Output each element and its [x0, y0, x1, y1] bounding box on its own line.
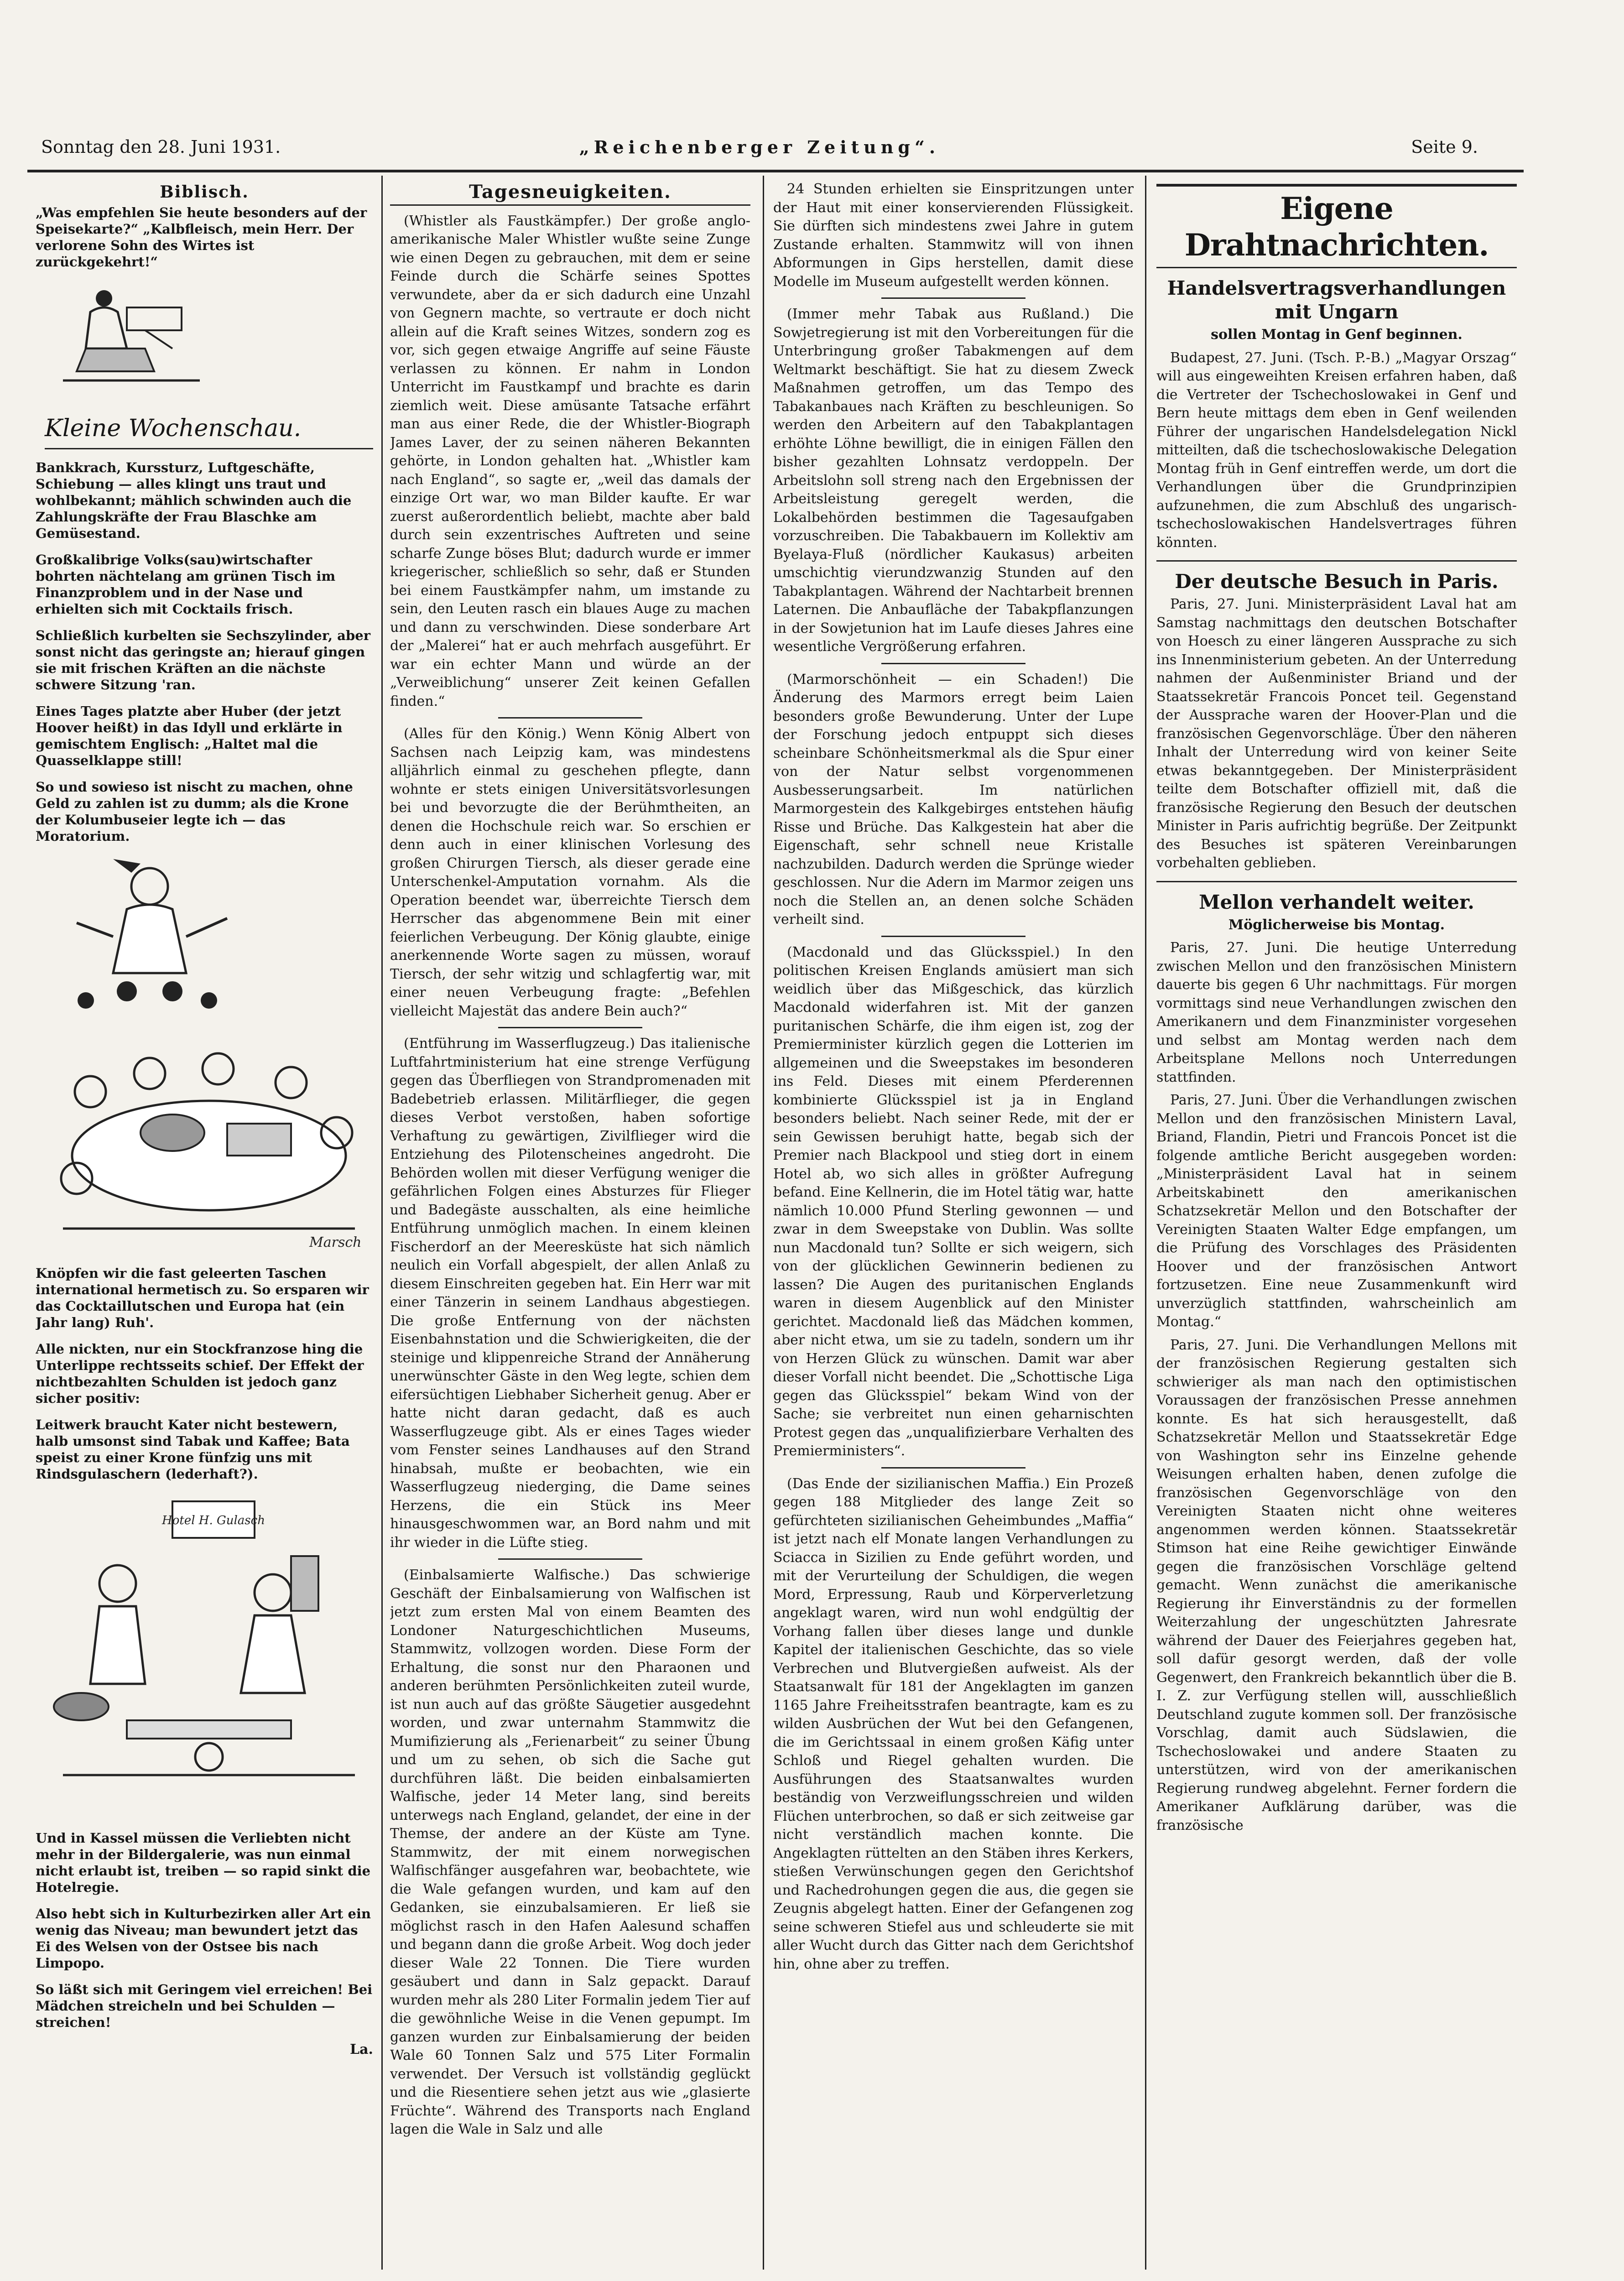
verse-10: Also hebt sich in Kulturbezirken aller Art ein wenig das Niveau; man bewundert jetzt das Ei des Welsen von der Ostsee bis nach Limpopo.: [36, 1906, 371, 1971]
column-humor: [36, 180, 373, 2270]
cartoon-conference-table: [36, 1028, 373, 1256]
separator: [498, 717, 642, 719]
cartoon-desk-figure: [36, 280, 373, 403]
story3-headline: Mellon verhandelt weiter.: [1199, 891, 1474, 913]
article-maffia: (Das Ende der sizilianischen Maffia.) Ein Prozeß gegen 188 Mitglieder des lange Zeit so gefürchteten sizilianischen Geheimbundes „Maffia“ ist jetzt nach elf Monate langen Verhandlungen zu Sciacca in Sizilien zu Ende geführt worden, und mit der Verurteilung der Schuldigen, die wegen Mord, Erpressung, Raub und Körperverletzung angeklagt waren, wird nun wohl endgültig der Vorhang fallen über dieses lange und dunkle Kapitel der italienischen Geschichte, das so viele Verbrechen und Blutvergießen aufweist. Als der Staatsanwalt für 181 der Angeklagten im ganzen 1165 Jahre Freiheitsstrafen beantragte, kam es zu wilden Ausbrüchen der Wut bei den Gefangenen, die im Gerichtssaal in einem großen Käfig unter Schloß und Riegel gehalten wurden. Die Ausführungen des Staatsanwaltes wurden beständig von Verzweiflungsschreien und wilden Flüchen unterbrochen, so daß er sich zeitweise gar nicht verständlich machen konnte. Die Angeklagten rüttelten an den Stäben ihres Kerkers, stießen Verwünschungen gegen den Gerichtshof und Rachedrohungen gegen die aus, die gegen sie Zeugnis abgelegt hatten. Einer der Gefangenen zog seine schweren Stiefel aus und schleuderte sie mit aller Wucht durch das Gitter nach dem Gerichtshof hin, ohne aber zu treffen.: [773, 1475, 1134, 1972]
page-header: [41, 137, 1478, 169]
column-drahtnachrichten: [1156, 180, 1517, 2270]
header-paper-name: „Reichenberger Zeitung“.: [579, 137, 940, 157]
header-page-number: Seite 9.: [1411, 137, 1478, 157]
poem-signature: La.: [350, 2041, 373, 2057]
cartoon-hoover-figure: [36, 854, 373, 1019]
story2-para1: Paris, 27. Juni. Ministerpräsident Laval hat am Samstag nachmittags den deutschen Botschafter von Hoesch zu einer längeren Aussprache zu sich ins Innenministerium gebeten. An der Unterredung nahmen der Außenminister Briand und der Staatssekretär Francois Poncet teil. Gegenstand der Aussprache waren der Hoover-Plan und die französischen Gegenvorschläge. Über den näheren Inhalt der Unterredung wird von keiner Seite etwas bekanntgegeben. Der Ministerpräsident teilte dem Botschafter offiziell mit, daß die französische Regierung den Besuch der deutschen Minister in Paris aufrichtig begrüße. Der Zeitpunkt des Besuches ist späteren Vereinbarungen vorbehalten geblieben.: [1156, 596, 1517, 871]
article-walfische: (Einbalsamierte Walfische.) Das schwierige Geschäft der Einbalsamierung von Walfischen ist jetzt zum ersten Mal von einem Beamten des Londoner Naturgeschichtlichen Museums, Stammwitz, vollzogen worden. Diese Form der Erhaltung, die sonst nur den Pharaonen und anderen berühmten Persönlichkeiten zuteil wurde, ist nun auch auf das größte Säugetier ausgedehnt worden, und zwar unternahm Stammwitz die Mumifizierung als „Ferienarbeit“ zu seiner Übung und um zu sehen, ob sich die Sache gut durchführen läßt. Die beiden einbalsamierten Walfische, jeder 14 Meter lang, sind bereits unterwegs nach England, gelandet, der eine in der Themse, der andere an der Küste am Tyne. Stammwitz, der mit einem norwegischen Walfischfänger ausgefahren war, beobachtete, wie die Wale gefangen wurden, und kam auf den Gedanken, sie einzubalsamieren. Er ließ sie möglichst rasch in den Hafen Aalesund schaffen und begann dann die große Arbeit. Wog doch jeder dieser Wale 22 Tonnen. Die Tiere wurden gesäubert und dann in Salz gepackt. Darauf wurden mehr als 280 Liter Formalin jedem Tier auf die gewöhnliche Weise in die Venen gepumpt. Im ganzen wurden zur Einbalsamierung der beiden Wale 60 Tonnen Salz und 575 Liter Formalin verwendet. Der Versuch ist vollständig geglückt und die Riesentiere sehen jetzt aus wie „glasierte Früchte“. Während des Transports nach England lagen die Wale in Salz und alle: [390, 1567, 750, 2137]
article-koenig: (Alles für den König.) Wenn König Albert von Sachsen nach Leipzig kam, was mindestens alljährlich einmal zu geschehen pflegte, dann wohnte er stets einigen Universitätsvorlesungen bei und bevorzugte die der Berühmtheiten, an denen die Hochschule reich war. So erschien er denn auch in einer klinischen Vorlesung des großen Chirurgen Tiersch, als dieser gerade eine Unterschenkel-Amputation vornahm. Als die Operation beendet war, überreichte Tiersch dem Herrscher das abgenommene Bein mit einer feierlichen Verbeugung. Der König glaubte, einige anerkennende Worte sagen zu müssen, worauf Tiersch, der sehr witzig und schlagfertig war, mit einer neuen Verbeugung fragte: „Befehlen vielleicht Majestät das andere Bein auch?“: [390, 726, 750, 1019]
verse-5: So und sowieso ist nischt zu machen, ohne Geld zu zahlen ist zu dumm; als die Krone der Kolumbuseier legte ich — das Moratorium.: [36, 779, 353, 844]
separator: [1156, 560, 1517, 562]
story1-sub: sollen Montag in Genf beginnen.: [1211, 327, 1463, 343]
column-divider-3: [1145, 176, 1146, 2270]
story3-para1: Paris, 27. Juni. Die heutige Unterredung zwischen Mellon und den französischen Ministern dauerte bis gegen 6 Uhr nachmittags. Für morgen vormittags sind neue Verhandlungen zwischen den Amerikanern und dem Finanzminister vorgesehen und selbst am Montag werden nach dem Arbeitsplane Mellons noch Unterredungen stattfinden.: [1156, 940, 1517, 1085]
separator: [881, 663, 1025, 664]
header-rule: [27, 170, 1524, 172]
column-divider-2: [763, 176, 764, 2270]
article-whistler: (Whistler als Faustkämpfer.) Der große anglo-amerikanische Maler Whistler wußte seine Zunge wie einen Degen zu gebrauchen, mit dem er seine Feinde durch die Schärfe seines Spottes verwundete, aber da er sich dadurch eine Unzahl von Gegnern machte, so vertraute er doch nicht allein auf die Kraft seines Witzes, sondern zog es vor, sich gegen etwaige Angriffe auf seine Fäuste verlassen zu können. Er nahm in London Unterricht im Faustkampf und brachte es darin ziemlich weit. Diese amüsante Tatsache erfährt man aus einer Rede, die der Whistler-Biograph James Laver, der zu seinen näheren Bekannten gehörte, in London gehalten hat. „Whistler kam nach England“, so sagte er, „weil das damals der einzige Ort war, wo man Bilder kaufte. Er war zuerst außerordentlich beliebt, machte aber bald durch sein exzentrisches Auftreten und seine scharfe Zunge böses Blut; dadurch wurde er immer kriegerischer, schließlich so sehr, daß er Stunden bei einem Faustkämpfer nahm, um imstande zu sein, den Leuten rasch ein blaues Auge zu machen und dann zu verschwinden. Diese sonderbare Art der „Malerei“ hat er auch mehrfach ausgeführt. Er war ein echter Mann und würde an der „Verweiblichung“ unserer Zeit keinen Gefallen finden.“: [390, 213, 750, 709]
article-tabak: (Immer mehr Tabak aus Rußland.) Die Sowjetregierung ist mit den Vorbereitungen für die Unterbringung großer Tabakmengen auf dem Weltmarkt beschäftigt. Sie hat zu diesem Zweck Maßnahmen getroffen, um das Tempo des Tabakanbaues nach Kräften zu beschleunigen. So werden den Arbeitern auf den Tabakplantagen erhöhte Löhne bewilligt, die in einigen Fällen den bisher gezahlten Lohnsatz verdoppeln. Der Arbeitslohn soll streng nach den Ergebnissen der Arbeitsleistung geregelt werden, die Lokalbehörden bestimmen die Tagesaufgaben vorzuschreiben. Die Tabakbauern im Kollektiv am Byelaya-Fluß (nördlicher Kaukasus) arbeiten umschichtig vierundzwanzig Stunden auf den Tabakplantagen. Während der Nachtarbeit brennen Laternen. Die Anbaufläche der Tabakpflanzungen in der Sowjetunion hat im Laufe dieses Jahres eine wesentliche Vergrößerung erfahren.: [773, 306, 1134, 655]
verse-6: Knöpfen wir die fast geleerten Taschen international hermetisch zu. So ersparen wir das Cocktaillutschen und Europa hat (ein Jahr lang) Ruh'.: [36, 1265, 369, 1330]
column1-intro: „Was empfehlen Sie heute besonders auf der Speisekarte?“ „Kalbfleisch, mein Herr. Der verlorene Sohn des Wirtes ist zurückgekehrt!“: [36, 204, 367, 270]
separator: [881, 936, 1025, 937]
column-divider-1: [381, 176, 383, 2270]
story3-para2: Paris, 27. Juni. Über die Verhandlungen zwischen Mellon und den französischen Ministern Laval, Briand, Flandin, Pietri und Francois Poncet ist die folgende amtliche Bericht ausgegeben worden: „Ministerpräsident Laval hat in seinem Arbeitskabinett den amerikanischen Schatzsekretär Mellon und den Botschafter der Vereinigten Staaten Walter Edge empfangen, um die Prüfung des Vorschlages des Präsidenten Hoover und der französischen Antwort fortzusetzen. Eine neue Zusammenkunft wird unverzüglich stattfinden, wahrscheinlich am Montag.“: [1156, 1092, 1517, 1330]
cartoon-signature: Marsch: [309, 1234, 362, 1250]
separator: [498, 1027, 642, 1028]
story3-para3: Paris, 27. Juni. Die Verhandlungen Mellons mit der französischen Regierung gestalten sich schwieriger als man nach den optimistischen Voraussagen der französischen Presse annehmen konnte. Es hat sich herausgestellt, daß Schatzsekretär Mellon und Staatssekretär Edge von Washington sehr ins Einzelne gehende Weisungen erhalten haben, denen zufolge die französischen Gegenvorschläge von den Vereinigten Staaten nicht ohne weiteres angenommen werden können. Staatssekretär Stimson hat eine Reihe gewichtiger Einwände gegen die französischen Vorschläge geltend gemacht. Wenn zunächst die amerikanische Regierung ihr Einverständnis zu der formellen Weiterzahlung der ungeschützten Jahresrate während der Dauer des Feierjahres gegeben hat, soll dafür gesorgt werden, daß der volle Gegenwert, den Frankreich bekanntlich über die B. I. Z. zur Verfügung stellen will, ausschließlich Deutschland zugute kommen soll. Der französische Vorschlag, damit auch Südslawien, die Tschechoslowakei und andere Staaten zu unterstützen, wird von der amerikanischen Regierung rundweg abgelehnt. Ferner fordern die Amerikaner Aufklärung darüber, was die französische: [1156, 1337, 1517, 1833]
story1-headline: Handelsvertragsverhandlungen mit Ungarn: [1167, 277, 1506, 323]
article-walfische-continued: 24 Stunden erhielten sie Einspritzungen unter der Haut mit einer konservierenden Flüssigkeit. Sie dürften sich mindestens zwei Jahre in gutem Zustande erhalten. Stammwitz will von ihnen Abformungen in Gips herstellen, damit diese Modelle im Museum aufgestellt werden können.: [773, 181, 1134, 290]
verse-11: So läßt sich mit Geringem viel erreichen! Bei Mädchen streicheln und bei Schulden — streichen!: [36, 1981, 373, 2030]
separator: [498, 1558, 642, 1560]
verse-9: Und in Kassel müssen die Verliebten nicht mehr in der Bildergalerie, was nun einmal nicht erlaubt ist, treiben — so rapid sinkt die Hotelregie.: [36, 1830, 371, 1895]
verse-3: Schließlich kurbelten sie Sechszylinder, aber sonst nicht das geringste an; hierauf gingen sie mit frischen Kräften an die nächste schwere Sitzung 'ran.: [36, 627, 370, 693]
verse-4: Eines Tages platzte aber Huber (der jetzt Hoover heißt) in das Idyll und erklärte in gemischtem Englisch: „Haltet mal die Quasselklappe still!: [36, 703, 343, 768]
poem-title-script: Kleine Wochenschau.: [45, 412, 373, 449]
separator: [881, 1467, 1025, 1469]
article-macdonald: (Macdonald und das Glücksspiel.) In den politischen Kreisen Englands amüsiert man sich weidlich über das Mißgeschick, das kürzlich Macdonald widerfahren ist. Mit der ganzen puritanischen Schärfe, die ihm eigen ist, zog der Premierminister kürzlich gegen die Lotterien im allgemeinen und die Sweepstakes im besonderen ins Feld. Dieses mit einem Pferderennen kombinierte Glücksspiel ist ja in England besonders beliebt. Nach seiner Rede, mit der er sein Gewissen beruhigt hatte, begab sich der Premier nach Blackpool und stieg dort in einem Hotel ab, wo sich alles in größter Aufregung befand. Eine Kellnerin, die im Hotel tätig war, hatte nämlich 10.000 Pfund Sterling gewonnen — und zwar in dem Sweepstake von Dublin. Was sollte nun Macdonald tun? Sollte er sich weigern, sich von der glücklichen Gewinnerin bedienen zu lassen? Die Augen des puritanischen Englands waren in diesem Augenblick auf den Minister gerichtet. Macdonald ließ das Mädchen kommen, aber nicht etwa, um sie zu tadeln, sondern um ihr von Herzen Glück zu wünschen. Damit war aber dieser Vorfall nicht beendet. Die „Schottische Liga gegen das Glücksspiel“ bekam Wind von der Sache; sie verbreitet nun einen geharnischten Protest gegen das „unqualifizierbare Verhalten des Premierministers“.: [773, 944, 1134, 1459]
story1-para1: Budapest, 27. Juni. (Tsch. P.-B.) „Magyar Orszag“ will aus eingeweihten Kreisen erfahren haben, daß die Vertreter der Tschechoslowakei in Genf und Bern heute mittags dem eben in Genf weilenden Führer der ungarischen Handelsdelegation Nickl mitteilten, daß die tschechoslowakische Delegation Montag früh in Genf eintreffen werde, um dort die Verhandlungen über die Grundprinzipien aufzunehmen, die zum Abschluß des ungarisch-tschechoslowakischen Handelsvertrages führen könnten.: [1156, 349, 1517, 551]
cartoon-hotel-scene: [36, 1492, 373, 1821]
column-tagesneuigkeiten: [390, 180, 750, 2270]
header-date: Sonntag den 28. Juni 1931.: [41, 137, 281, 157]
article-wasserflugzeug: (Entführung im Wasserflugzeug.) Das italienische Luftfahrtministerium hat eine strenge Verfügung gegen das Überfliegen von Strandpromenaden mit Badebetrieb erlassen. Militärflieger, die gegen dieses Verbot verstoßen, haben sofortige Verhaftung zu gewärtigen, Zivilflieger wird die Entziehung des Pilotenscheines angedroht. Die Behörden wollen mit dieser Verfügung weniger die gefährlichen Folgen eines Absturzes für Flieger und Badegäste ausschalten, als eine heimliche Entführung unmöglich machen. In einem kleinen Fischerdorf an der Meeresküste hat sich nämlich neulich ein Vorfall abgespielt, der allen Anlaß zu diesem Einschreiten gegeben hat. Ein Herr war mit einer Tänzerin in seinem Landhaus abgestiegen. Die große Entfernung von der nächsten Eisenbahnstation und die Schwierigkeiten, die der steinige und klippenreiche Strand der Annäherung unerwünschter Gäste in den Weg legte, schien dem eifersüchtigen Liebhaber Sicherheit genug. Aber er hatte nicht daran gedacht, daß es auch Wasserflugzeuge gibt. Als er eines Tages wieder vom Fenster seines Landhauses auf den Strand hinabsah, mußte er beobachten, wie ein Wasserflugzeug niederging, die Dame seines Herzens, die ein Stück ins Meer hinausgeschwommen war, an Bord nahm und mit ihr wieder in die Lüfte stieg.: [390, 1036, 750, 1551]
column4-title: Eigene Drahtnachrichten.: [1156, 184, 1517, 268]
separator: [881, 297, 1025, 299]
verse-1: Bankkrach, Kurssturz, Luftgeschäfte, Schiebung — alles klingt uns traut und wohlbekannt; mählich schwinden auch die Zahlungskräfte der Frau Blaschke am Gemüsestand.: [36, 459, 352, 541]
column2-title: Tagesneuigkeiten.: [390, 183, 750, 206]
article-marmor: (Marmorschönheit — ein Schaden!) Die Änderung des Marmors erregt beim Laien besonders große Bewunderung. Unter der Lupe der Forschung jedoch entpuppt sich dieses scheinbare Schönheitsmerkmal als die Spur einer von der Natur selbst vorgenommenen Ausbesserungsarbeit. Im natürlichen Marmorgestein des Kalkgebirges entstehen häufig Risse und Brüche. Das Kalkgestein hat aber die Eigenschaft, sehr schnell neue Kristalle nachzubilden. Dadurch werden die Sprünge wieder geschlossen. Nur die Adern im Marmor zeigen uns noch die Stellen an, an denen solche Schäden verheilt sind.: [773, 671, 1134, 927]
column1-title: Biblisch.: [160, 182, 249, 202]
story3-sub: Möglicherweise bis Montag.: [1228, 917, 1445, 933]
verse-2: Großkalibrige Volks(sau)wirtschafter bohrten nächtelang am grünen Tisch im Finanzproblem und in der Nase und erhielten sich mit Cocktails frisch.: [36, 552, 336, 617]
verse-7: Alle nickten, nur ein Stockfranzose hing die Unterlippe rechtsseits schief. Der Effekt der nichtbezahlten Schulden ist jedoch ganz sicher positiv:: [36, 1341, 364, 1406]
verse-8: Leitwerk braucht Kater nicht bestewern, halb umsonst sind Tabak und Kaffee; Bata speist zu einer Krone fünfzig uns mit Rindsgulaschern (lederhaft?).: [36, 1417, 350, 1482]
story2-headline: Der deutsche Besuch in Paris.: [1175, 570, 1499, 593]
separator: [1156, 881, 1517, 882]
hotel-sign-text: Hotel H. Gulasch: [162, 1513, 265, 1527]
column-continued-news: [773, 180, 1134, 2270]
